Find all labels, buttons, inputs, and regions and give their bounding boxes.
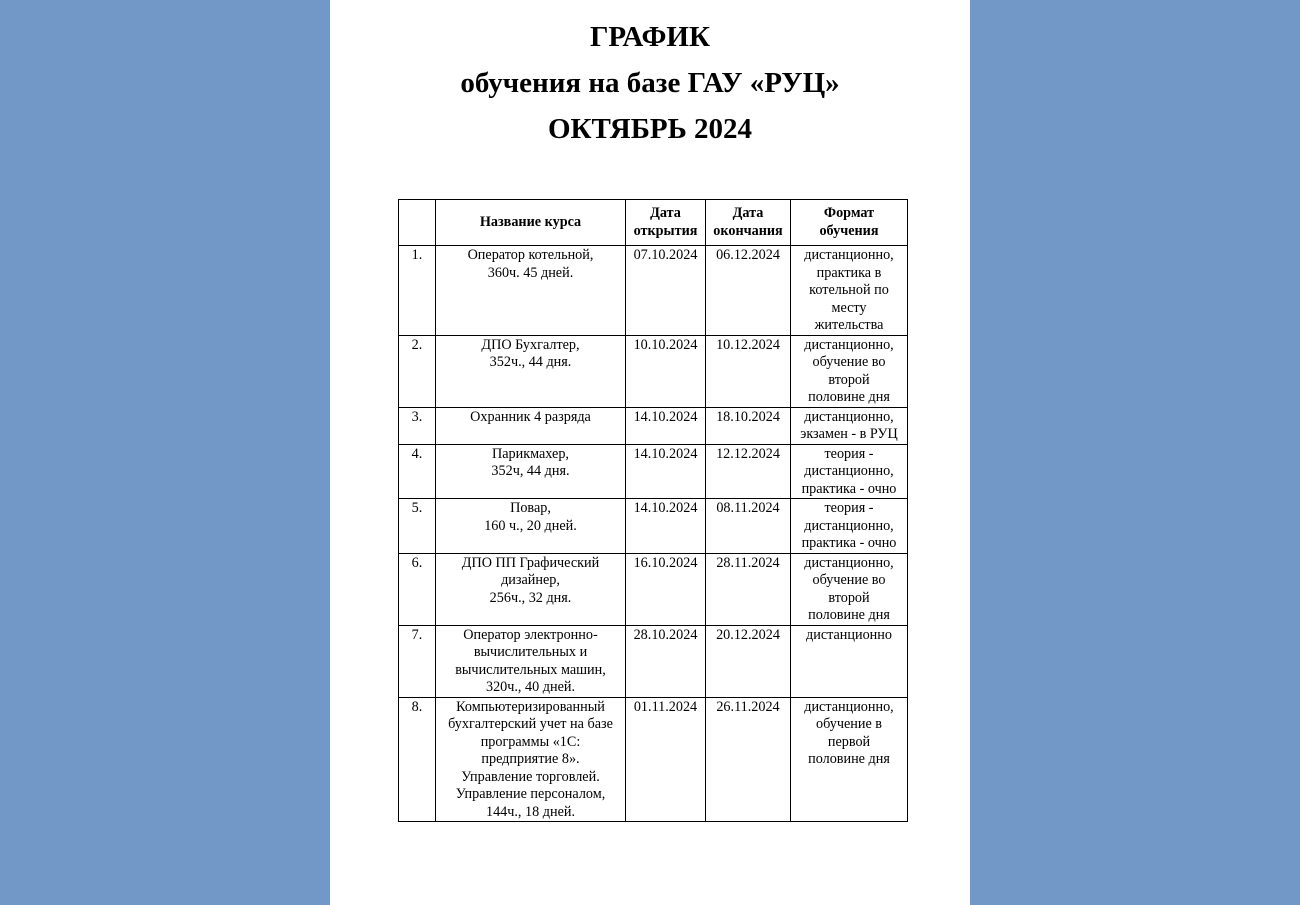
study-format: дистанционно — [791, 625, 908, 697]
study-format: теория - дистанционно, практика - очно — [791, 444, 908, 499]
study-format: дистанционно, практика в котельной по месту жительства — [791, 246, 908, 336]
start-date: 14.10.2024 — [626, 444, 706, 499]
end-date: 20.12.2024 — [706, 625, 791, 697]
start-date: 07.10.2024 — [626, 246, 706, 336]
course-name: ДПО ПП Графический дизайнер, 256ч., 32 дня. — [436, 553, 626, 625]
course-name: Оператор электронно- вычислительных и вычислительных машин, 320ч., 40 дней. — [436, 625, 626, 697]
start-date: 10.10.2024 — [626, 335, 706, 407]
header-number — [399, 200, 436, 246]
study-format: дистанционно, экзамен - в РУЦ — [791, 407, 908, 444]
title-block — [330, 14, 970, 152]
header-start-date: Дата открытия — [626, 200, 706, 246]
start-date: 28.10.2024 — [626, 625, 706, 697]
document-page — [330, 0, 970, 905]
table-row — [399, 335, 908, 407]
table-row — [399, 697, 908, 822]
row-number: 1. — [399, 246, 436, 336]
row-number: 5. — [399, 499, 436, 554]
table-row — [399, 246, 908, 336]
title-subheading: обучения на базе ГАУ «РУЦ» — [460, 67, 840, 99]
row-number: 2. — [399, 335, 436, 407]
header-format: Формат обучения — [791, 200, 908, 246]
table-row — [399, 499, 908, 554]
start-date: 01.11.2024 — [626, 697, 706, 822]
row-number: 8. — [399, 697, 436, 822]
title-month: ОКТЯБРЬ 2024 — [547, 113, 753, 145]
table-header-row — [399, 200, 908, 246]
start-date: 16.10.2024 — [626, 553, 706, 625]
row-number: 3. — [399, 407, 436, 444]
course-name: Повар, 160 ч., 20 дней. — [436, 499, 626, 554]
course-name: ДПО Бухгалтер, 352ч., 44 дня. — [436, 335, 626, 407]
end-date: 12.12.2024 — [706, 444, 791, 499]
study-format: дистанционно, обучение в первой половине дня — [791, 697, 908, 822]
row-number: 7. — [399, 625, 436, 697]
end-date: 18.10.2024 — [706, 407, 791, 444]
study-format: теория - дистанционно, практика - очно — [791, 499, 908, 554]
row-number: 4. — [399, 444, 436, 499]
title-heading: ГРАФИК — [589, 21, 711, 53]
table-row — [399, 625, 908, 697]
end-date: 08.11.2024 — [706, 499, 791, 554]
course-name: Парикмахер, 352ч, 44 дня. — [436, 444, 626, 499]
header-end-date: Дата окончания — [706, 200, 791, 246]
end-date: 10.12.2024 — [706, 335, 791, 407]
row-number: 6. — [399, 553, 436, 625]
study-format: дистанционно, обучение во второй половине дня — [791, 335, 908, 407]
schedule-table — [398, 199, 908, 822]
study-format: дистанционно, обучение во второй половине дня — [791, 553, 908, 625]
start-date: 14.10.2024 — [626, 407, 706, 444]
course-name: Охранник 4 разряда — [436, 407, 626, 444]
table-row — [399, 553, 908, 625]
start-date: 14.10.2024 — [626, 499, 706, 554]
header-course: Название курса — [436, 200, 626, 246]
table-row — [399, 407, 908, 444]
end-date: 06.12.2024 — [706, 246, 791, 336]
end-date: 26.11.2024 — [706, 697, 791, 822]
end-date: 28.11.2024 — [706, 553, 791, 625]
course-name: Компьютеризированный бухгалтерский учет на базе программы «1С: предприятие 8». Управление торговлей. Управление персоналом, 144ч., 18 дней. — [436, 697, 626, 822]
course-name: Оператор котельной, 360ч. 45 дней. — [436, 246, 626, 336]
table-row — [399, 444, 908, 499]
